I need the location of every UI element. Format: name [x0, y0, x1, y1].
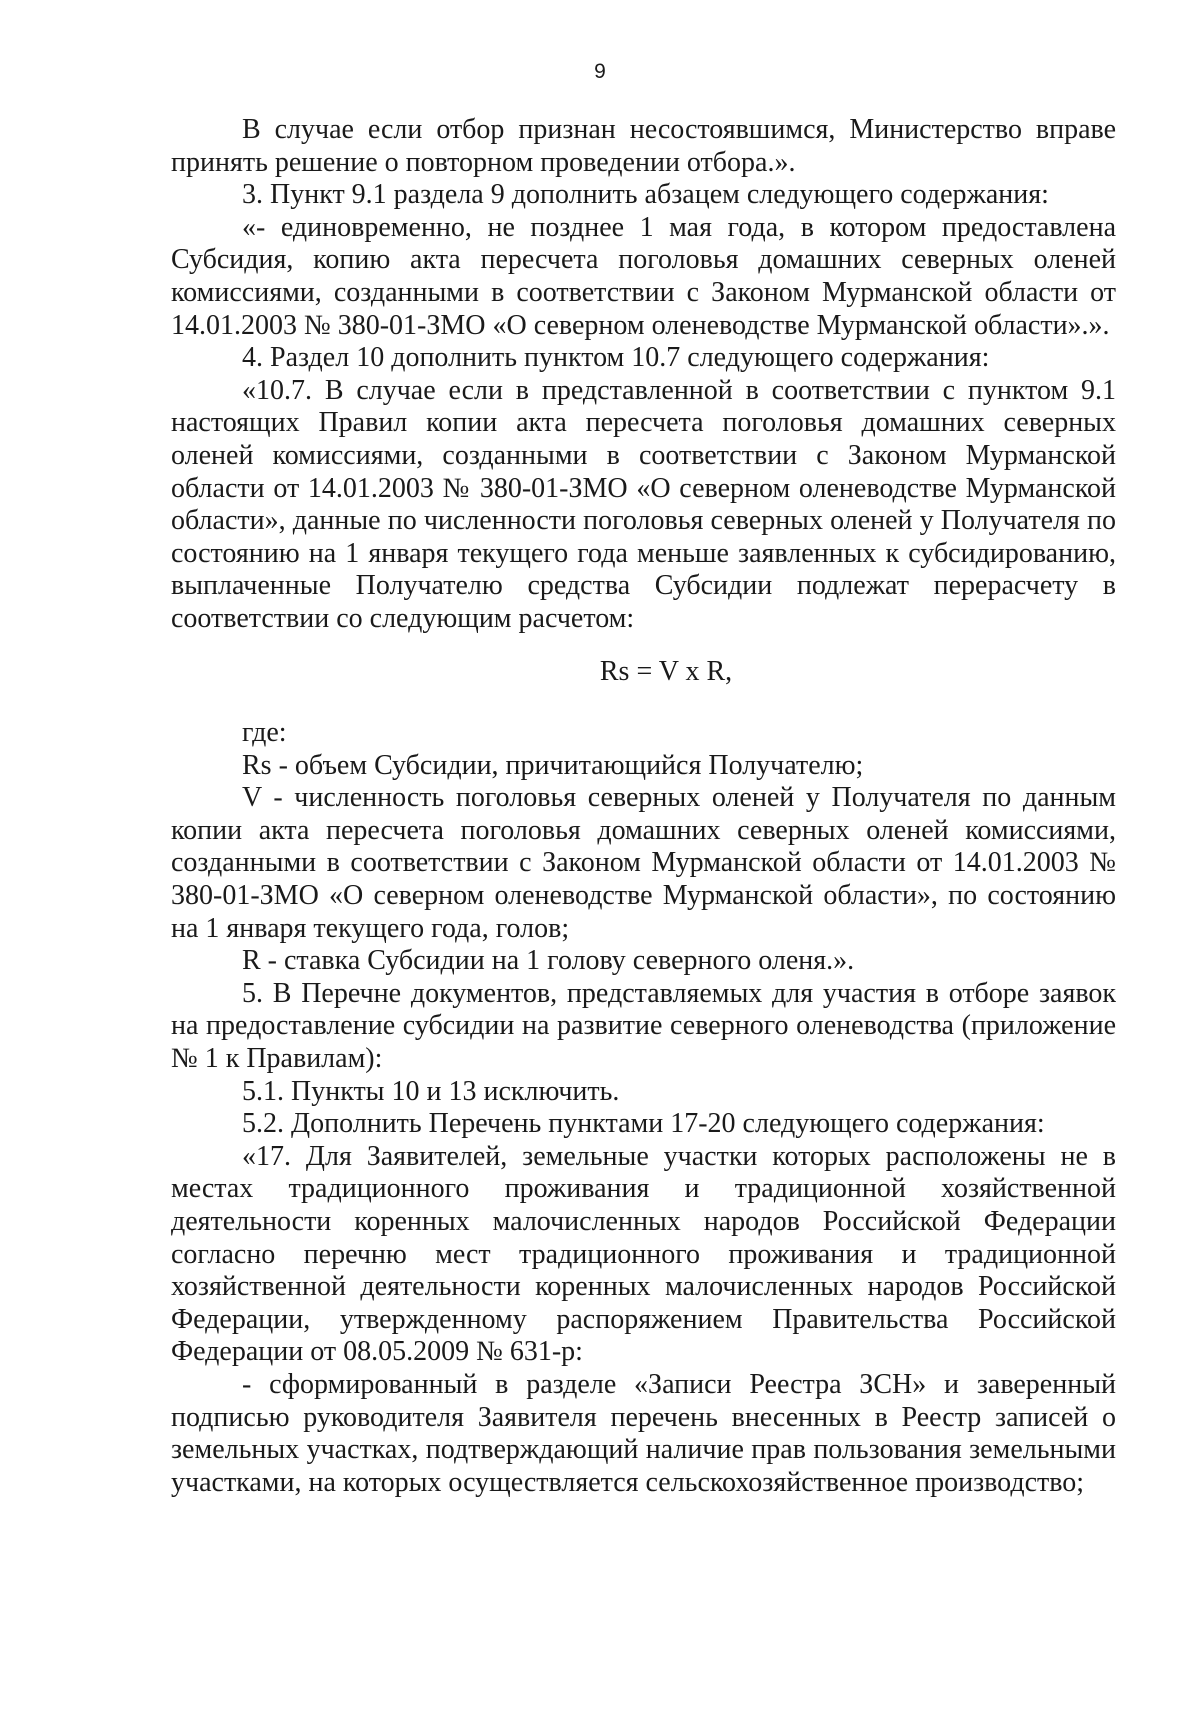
paragraph: Rs - объем Субсидии, причитающийся Получателю; — [242, 749, 864, 781]
paragraph: 4. Раздел 10 дополнить пунктом 10.7 следующего содержания: — [242, 342, 990, 374]
page-number: 9 — [594, 60, 606, 83]
document-body — [171, 114, 1116, 1499]
paragraph: V - численность поголовья северных оленей у Получателя по данным копии акта пересчета поголовья домашних северных оленей комиссиями, созданными в соответствии с Законом Мурманской области от 14.01.2003 № 380-01-ЗМО «О северном оленеводстве Мурманской области», по состоянию на 1 января текущего года, голов; — [171, 782, 1116, 944]
paragraph: 5.1. Пункты 10 и 13 исключить. — [242, 1075, 620, 1107]
paragraph: «10.7. В случае если в представленной в соответствии с пунктом 9.1 настоящих Правил копии акта пересчета поголовья домашних северных оленей комиссиями, созданными в соответствии с Законом Мурманской области от 14.01.2003 № 380-01-ЗМО «О северном оленеводстве Мурманской области», данные по численности поголовья северных оленей у Получателя по состоянию на 1 января текущего года меньше заявленных к субсидированию, выплаченные Получателю средства Субсидии подлежат перерасчету в соответствии со следующим расчетом: — [171, 374, 1116, 634]
paragraph: 3. Пункт 9.1 раздела 9 дополнить абзацем следующего содержания: — [242, 179, 1049, 211]
paragraph: В случае если отбор признан несостоявшимся, Министерство вправе принять решение о повторном проведении отбора.». — [171, 114, 1116, 178]
paragraph: R - ставка Субсидии на 1 голову северного оленя.». — [242, 945, 855, 977]
paragraph: - сформированный в разделе «Записи Реестра ЗСН» и заверенный подписью руководителя Заявителя перечень внесенных в Реестр записей о земельных участках, подтверждающий наличие прав пользования земельными участками, на которых осуществляется сельскохозяйственное производство; — [171, 1368, 1116, 1498]
paragraph: «17. Для Заявителей, земельные участки которых расположены не в местах традиционного проживания и традиционной хозяйственной деятельности коренных малочисленных народов Российской Федерации согласно перечню мест традиционного проживания и традиционной хозяйственной деятельности коренных малочисленных народов Российской Федерации, утвержденному распоряжением Правительства Российской Федерации от 08.05.2009 № 631-р: — [171, 1140, 1116, 1368]
paragraph: где: — [242, 717, 287, 749]
paragraph: «- единовременно, не позднее 1 мая года, в котором предоставлена Субсидия, копию акта пересчета поголовья домашних северных оленей комиссиями, созданными в соответствии с Законом Мурманской области от 14.01.2003 № 380-01-ЗМО «О северном оленеводстве Мурманской области».». — [171, 211, 1116, 341]
paragraph: 5.2. Дополнить Перечень пунктами 17-20 следующего содержания: — [242, 1108, 1045, 1140]
formula: Rs = V x R, — [599, 655, 733, 687]
paragraph: 5. В Перечне документов, представляемых для участия в отборе заявок на предоставление субсидии на развитие северного оленеводства (приложение № 1 к Правилам): — [171, 977, 1116, 1075]
